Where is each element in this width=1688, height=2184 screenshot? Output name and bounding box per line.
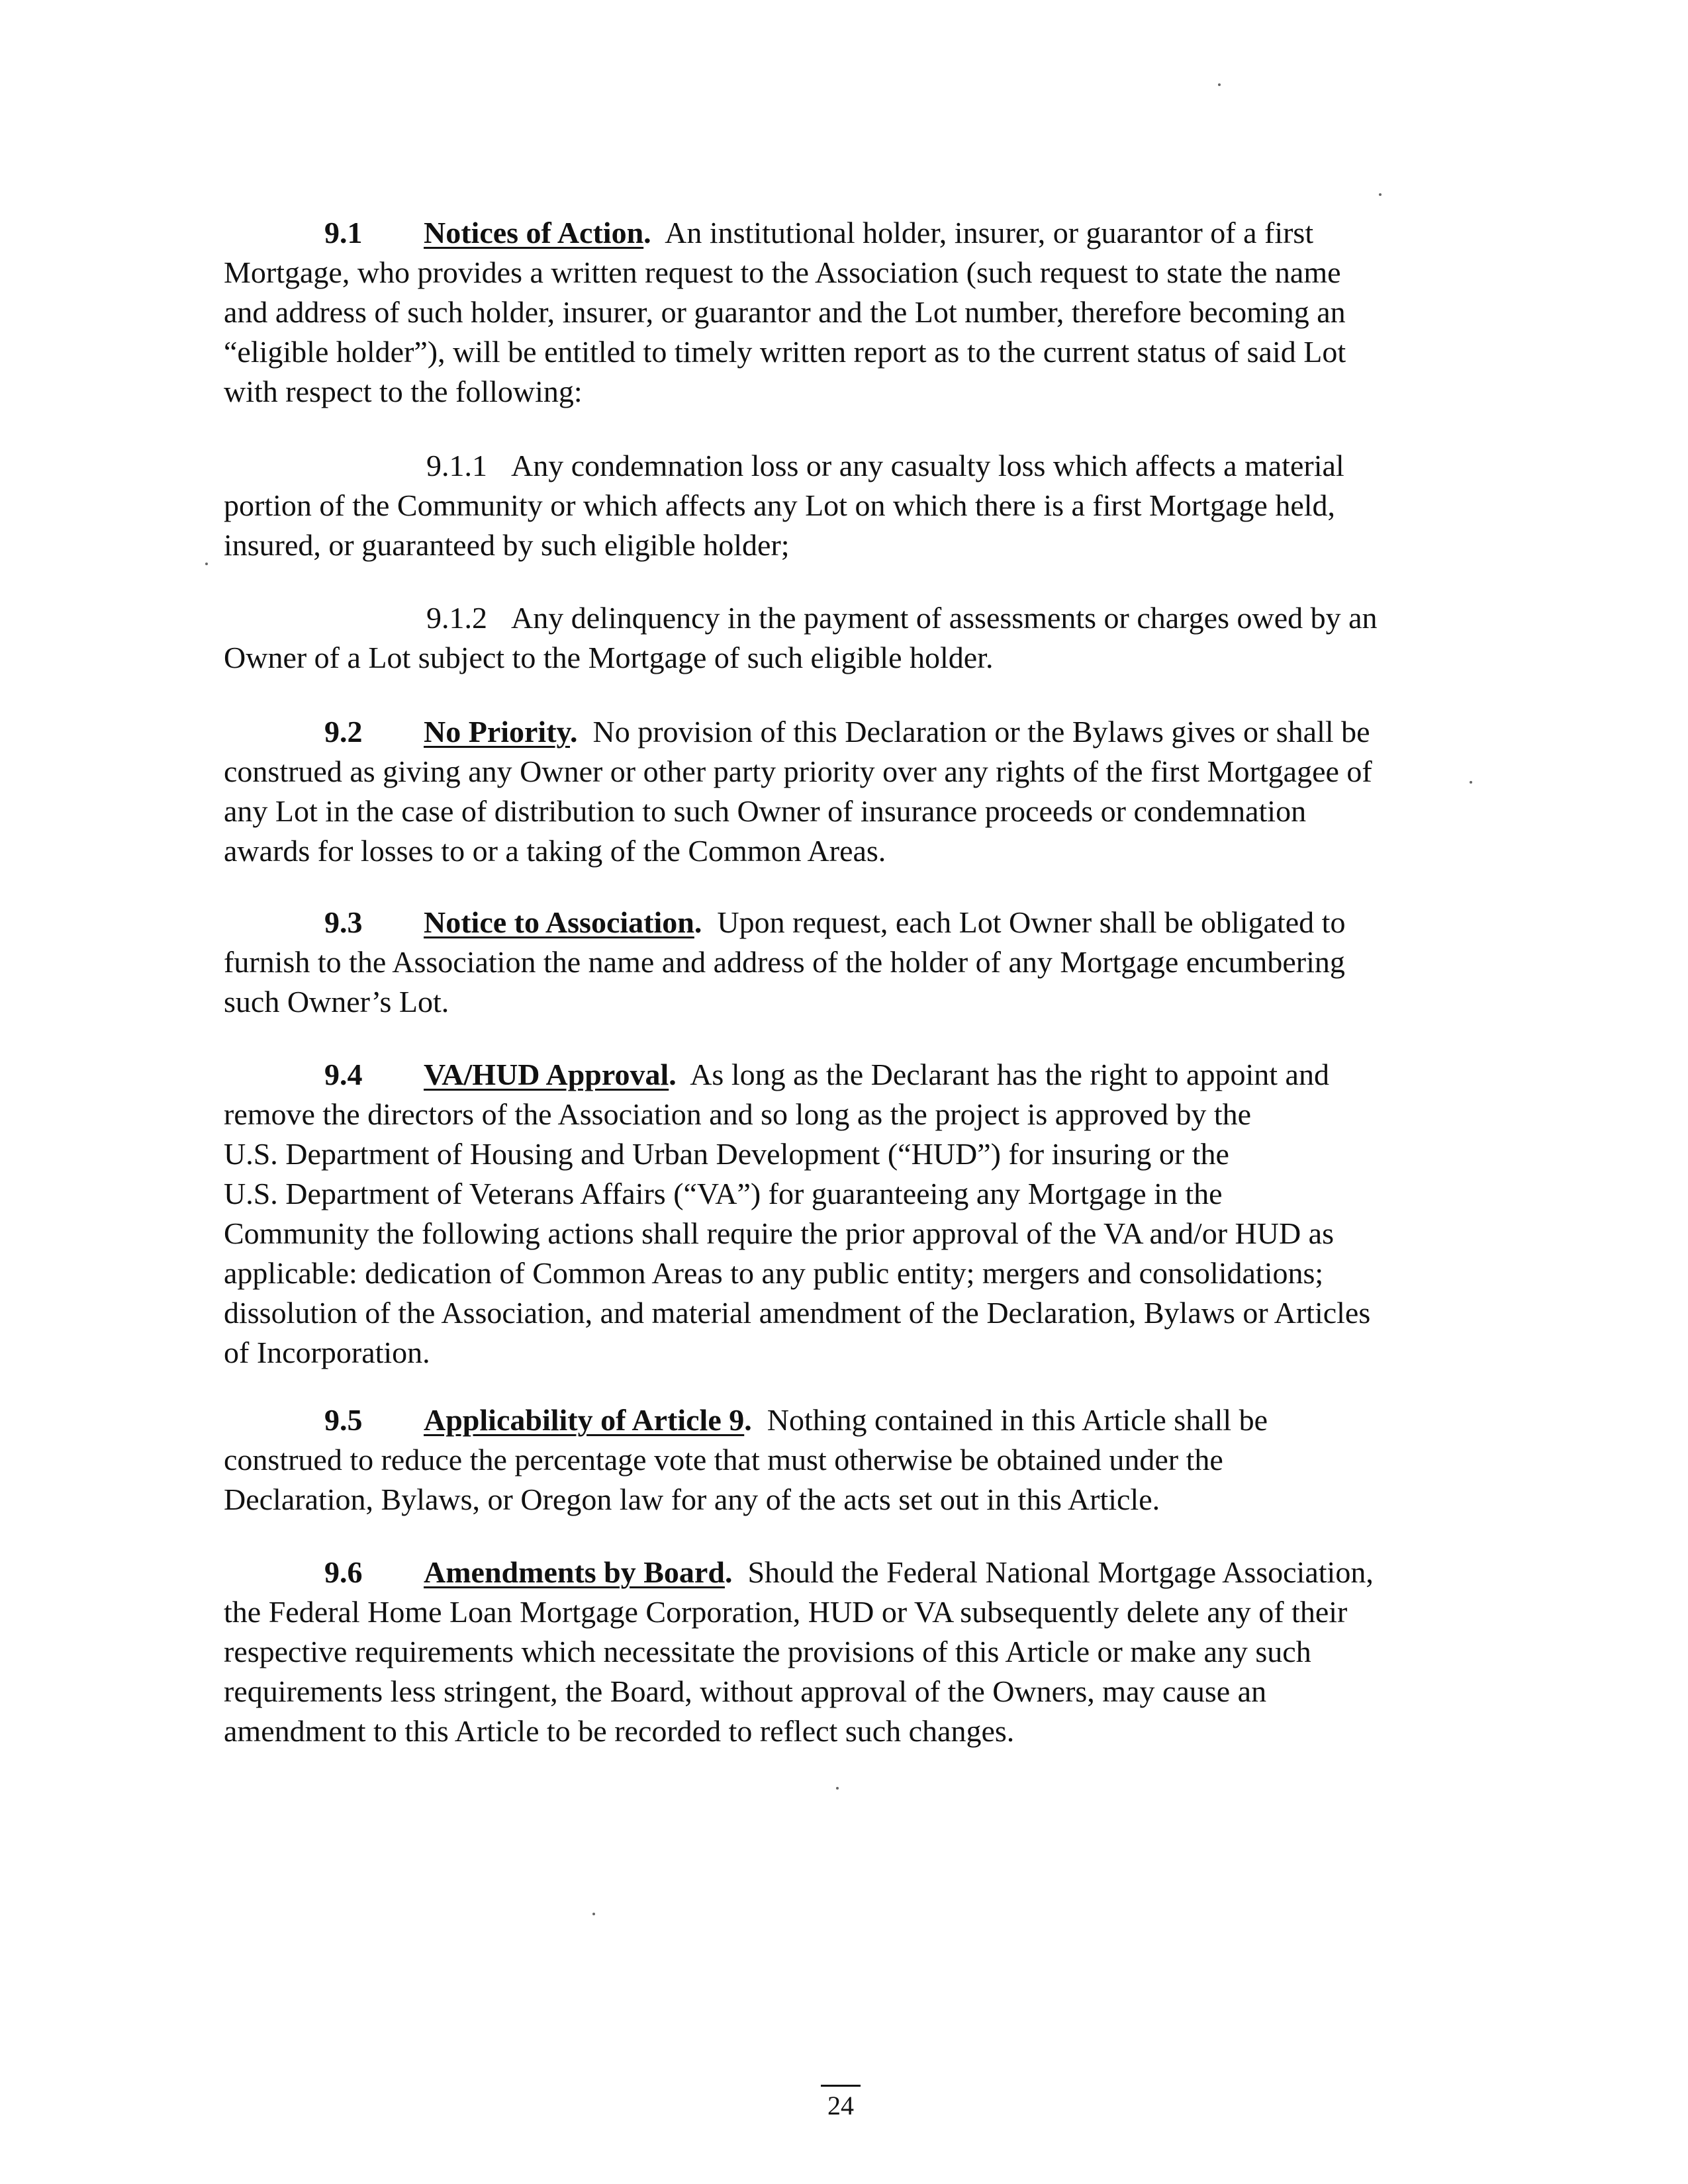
section-text-line: remove the directors of the Association and so long as the project is approved by the [224,1097,1252,1131]
section-text-line: the Federal Home Loan Mortgage Corporation, HUD or VA subsequently delete any of their [224,1595,1348,1629]
scan-speck [836,1787,839,1790]
scan-speck [1379,193,1382,196]
scan-speck [1218,83,1221,86]
section-text-line: any Lot in the case of distribution to such Owner of insurance proceeds or condemnation [224,794,1307,828]
section-heading: Notices of Action [424,216,644,250]
section-heading: Amendments by Board [424,1555,725,1589]
section-text-line: construed as giving any Owner or other party priority over any rights of the first Mortgagee of [224,754,1372,788]
section-text-line: with respect to the following: [224,375,583,408]
section-9-1: 9.1 Notices of Action. An institutional holder, insurer, or guarantor of a first Mortgage, who provides a written request to the Association (such request to state the name and address of such holder, insurer, or guarantor and the Lot number, therefore becoming an “eligible holder”), will be entitled to timely written report as to the current status of said Lot with respect to the following: [224,213,1481,412]
section-number: 9.1.1 [426,449,487,482]
section-9-5: 9.5 Applicability of Article 9. Nothing contained in this Article shall be construed to reduce the percentage vote that must otherwise be obtained under the Declaration, Bylaws, or Oregon law for any of the acts set out in this Article. [224,1400,1481,1520]
section-text-line: dissolution of the Association, and material amendment of the Declaration, Bylaws or Articles [224,1296,1371,1330]
section-text-line: Community the following actions shall require the prior approval of the VA and/or HUD as [224,1216,1335,1250]
section-9-6: 9.6 Amendments by Board. Should the Federal National Mortgage Association, the Federal Home Loan Mortgage Corporation, HUD or VA subsequently delete any of their respective requirements which necessitate the provisions of this Article or make any such requirements less stringent, the Board, without approval of the Owners, may cause an amendment to this Article to be recorded to reflect such changes. [224,1553,1481,1751]
section-text-line: Should the Federal National Mortgage Association, [747,1555,1374,1589]
scan-speck [205,563,208,565]
section-text-line: furnish to the Association the name and address of the holder of any Mortgage encumbering [224,945,1345,979]
section-text-line: portion of the Community or which affects any Lot on which there is a first Mortgage held, [224,488,1336,522]
section-text-line: such Owner’s Lot. [224,985,449,1019]
page-number: 24 [821,2085,861,2122]
section-text-line: U.S. Department of Veterans Affairs (“VA”) for guaranteeing any Mortgage in the [224,1177,1223,1210]
section-text-line: As long as the Declarant has the right to appoint and [690,1058,1329,1091]
section-text-line: No provision of this Declaration or the Bylaws gives or shall be [592,715,1370,749]
section-text-line: Owner of a Lot subject to the Mortgage of such eligible holder. [224,641,994,674]
section-9-2: 9.2 No Priority. No provision of this Declaration or the Bylaws gives or shall be construed as giving any Owner or other party priority over any rights of the first Mortgagee of any Lot in the case of distribution to such Owner of insurance proceeds or condemnation awards for losses to or a taking of the Common Areas. [224,712,1481,871]
section-text-line: Nothing contained in this Article shall be [767,1403,1268,1437]
section-text-line: An institutional holder, insurer, or guarantor of a first [665,216,1314,250]
scan-speck [1470,781,1472,784]
section-text-line: insured, or guaranteed by such eligible holder; [224,528,790,562]
section-9-4: 9.4 VA/HUD Approval. As long as the Declarant has the right to appoint and remove the directors of the Association and so long as the project is approved by the U.S. Department of Housing and Urban Development (“HUD”) for insuring or the U.S. Department of Veterans Affairs (“VA”) for guaranteeing any Mortgage in the Community the following actions shall require the prior approval of the VA and/or HUD as applicable: dedication of Common Areas to any public entity; mergers and consolidations; dissolution of the Association, and material amendment of the Declaration, Bylaws or Articles of Incorporation. [224,1055,1481,1373]
section-text-line: Any condemnation loss or any casualty loss which affects a material [511,449,1344,482]
section-text-line: amendment to this Article to be recorded to reflect such changes. [224,1714,1015,1748]
section-text-line: U.S. Department of Housing and Urban Development (“HUD”) for insuring or the [224,1137,1229,1171]
section-text-line: and address of such holder, insurer, or guarantor and the Lot number, therefore becoming an [224,295,1346,329]
section-9-1-1 [224,446,1481,565]
scan-speck [592,1913,595,1915]
section-text-line: requirements less stringent, the Board, without approval of the Owners, may cause an [224,1674,1267,1708]
section-text-line: Upon request, each Lot Owner shall be obligated to [717,905,1346,939]
section-heading: No Priority [424,715,570,749]
section-text-line: awards for losses to or a taking of the Common Areas. [224,834,886,868]
section-text-line: of Incorporation. [224,1336,430,1369]
section-9-1-2 [224,598,1481,678]
section-number: 9.1.2 [426,601,487,635]
section-text-line: Any delinquency in the payment of assessments or charges owed by an [511,601,1378,635]
section-text-line: applicable: dedication of Common Areas to any public entity; mergers and consolidations; [224,1256,1324,1290]
section-heading: Applicability of Article 9 [424,1403,745,1437]
section-9-3: 9.3 Notice to Association. Upon request, each Lot Owner shall be obligated to furnish to the Association the name and address of the holder of any Mortgage encumbering such Owner’s Lot. [224,903,1481,1022]
section-heading: VA/HUD Approval [424,1058,669,1091]
section-text-line: construed to reduce the percentage vote that must otherwise be obtained under the [224,1443,1223,1477]
section-text-line: respective requirements which necessitate the provisions of this Article or make any such [224,1635,1311,1668]
section-text-line: “eligible holder”), will be entitled to timely written report as to the current status of said Lot [224,335,1346,369]
section-text-line: Declaration, Bylaws, or Oregon law for any of the acts set out in this Article. [224,1482,1160,1516]
section-text-line: Mortgage, who provides a written request to the Association (such request to state the name [224,255,1341,289]
section-heading: Notice to Association [424,905,694,939]
